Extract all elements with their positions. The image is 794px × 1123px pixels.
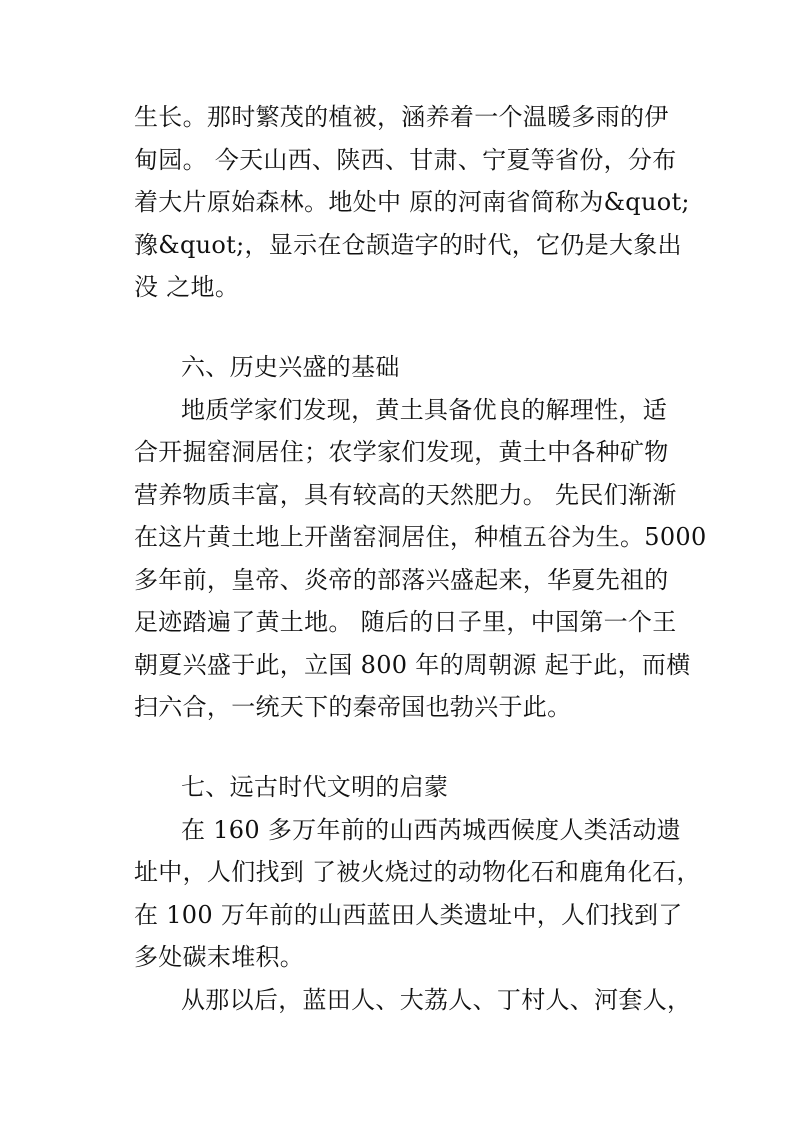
paragraph-line: 多年前，皇帝、炎帝的部落兴盛起来，华夏先祖的 <box>134 566 669 594</box>
paragraph-line: 营养物质丰富，具有较高的天然肥力。 先民们渐渐 <box>134 481 677 509</box>
paragraph-line: 在 160 多万年前的山西芮城西候度人类活动遗 <box>181 816 681 844</box>
paragraph-line: 址中，人们找到 了被火烧过的动物化石和鹿角化石， <box>134 858 701 886</box>
paragraph-line: 足迹踏遍了黄土地。 随后的日子里，中国第一个王 <box>134 608 677 636</box>
paragraph-line: 朝夏兴盛于此，立国 800 年的周朝源 起于此，而横 <box>134 651 691 679</box>
paragraph-line: 着大片原始森林。地处中 原的河南省简称为&quot; <box>134 188 690 216</box>
paragraph-line: 合开掘窑洞居住；农学家们发现，黄土中各种矿物 <box>134 438 669 466</box>
section-heading: 七、远古时代文明的启蒙 <box>181 773 449 801</box>
paragraph-line: 生长。那时繁茂的植被，涵养着一个温暖多雨的伊 <box>134 103 669 131</box>
paragraph-line: 甸园。 今天山西、陕西、甘肃、宁夏等省份，分布 <box>134 146 677 174</box>
paragraph-line: 在 100 万年前的山西蓝田人类遗址中，人们找到了 <box>134 901 683 929</box>
paragraph-line: 在这片黄土地上开凿窑洞居住，种植五谷为生。5000 <box>134 523 707 551</box>
paragraph-line: 扫六合，一统天下的秦帝国也勃兴于此。 <box>134 693 572 721</box>
paragraph-line: 没 之地。 <box>134 273 240 301</box>
paragraph-line: 豫&quot;，显示在仓颉造字的时代，它仍是大象出 <box>134 231 682 259</box>
paragraph-line: 多处碳末堆积。 <box>134 943 305 971</box>
paragraph-line: 地质学家们发现，黄土具备优良的解理性，适 <box>181 396 667 424</box>
section-heading: 六、历史兴盛的基础 <box>181 353 400 381</box>
paragraph-line: 从那以后，蓝田人、大荔人、丁村人、河套人， <box>181 986 692 1014</box>
